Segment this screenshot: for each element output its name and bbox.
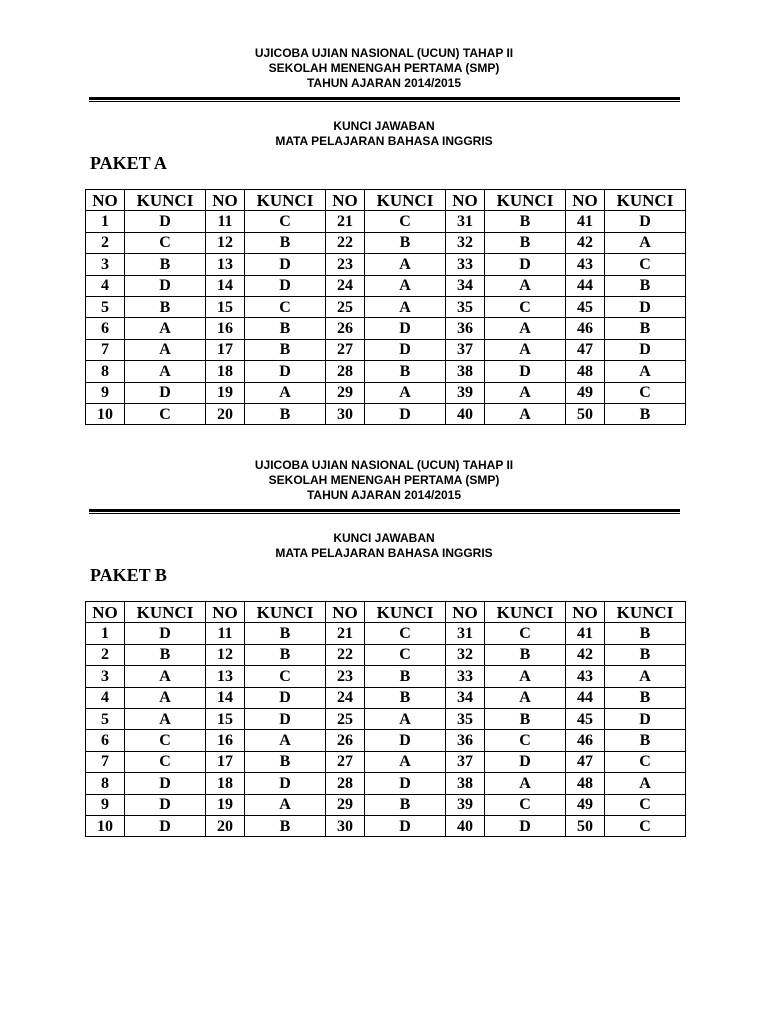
table-row	[86, 318, 686, 339]
answer-key-cell: A	[485, 687, 566, 708]
answer-key-cell: C	[365, 623, 446, 644]
answer-rows	[86, 623, 686, 837]
answer-key-cell: A	[485, 339, 566, 360]
answer-key-cell: B	[365, 232, 446, 253]
question-number-cell: 15	[206, 296, 245, 317]
answer-key-cell: D	[365, 339, 446, 360]
table-row	[86, 730, 686, 751]
question-number-cell: 18	[206, 773, 245, 794]
answer-key-cell: A	[125, 339, 206, 360]
subject-label: MATA PELAJARAN BAHASA INGGRIS	[275, 546, 493, 560]
answer-key-cell: A	[485, 403, 566, 424]
answer-key-cell: C	[245, 296, 326, 317]
col-no-header: NO	[446, 190, 485, 211]
table-row	[86, 687, 686, 708]
answer-key-cell: B	[365, 794, 446, 815]
table-header-row	[86, 602, 686, 623]
header-title-line: UJICOBA UJIAN NASIONAL (UCUN) TAHAP II	[254, 46, 514, 60]
question-number-cell: 32	[446, 644, 485, 665]
answer-key-cell: D	[245, 275, 326, 296]
answer-key-cell: B	[605, 403, 686, 424]
answer-key-cell: D	[125, 211, 206, 232]
answer-key-cell: B	[245, 623, 326, 644]
question-number-cell: 4	[86, 275, 125, 296]
answer-key-cell: C	[245, 211, 326, 232]
question-number-cell: 4	[86, 687, 125, 708]
kunci-jawaban-label: KUNCI JAWABAN	[333, 531, 435, 545]
question-number-cell: 35	[446, 708, 485, 729]
answer-key-cell: D	[125, 623, 206, 644]
question-number-cell: 33	[446, 666, 485, 687]
table-row	[86, 275, 686, 296]
question-number-cell: 26	[326, 318, 365, 339]
answer-key-heading-b	[0, 531, 768, 561]
question-number-cell: 31	[446, 211, 485, 232]
question-number-cell: 23	[326, 666, 365, 687]
question-number-cell: 10	[86, 403, 125, 424]
question-number-cell: 7	[86, 751, 125, 772]
col-kunci-header: KUNCI	[485, 190, 566, 211]
answer-key-cell: A	[125, 687, 206, 708]
answer-key-cell: C	[125, 730, 206, 751]
answer-key-cell: B	[605, 644, 686, 665]
answer-key-cell: A	[485, 773, 566, 794]
kunci-jawaban-label: KUNCI JAWABAN	[333, 119, 435, 133]
question-number-cell: 42	[566, 644, 605, 665]
answer-key-cell: C	[245, 666, 326, 687]
question-number-cell: 1	[86, 623, 125, 644]
answer-key-cell: B	[125, 644, 206, 665]
answer-key-cell: C	[485, 296, 566, 317]
question-number-cell: 5	[86, 296, 125, 317]
answer-key-cell: D	[125, 382, 206, 403]
col-kunci-header: KUNCI	[605, 190, 686, 211]
question-number-cell: 27	[326, 339, 365, 360]
answer-key-cell: D	[485, 751, 566, 772]
header-divider-b	[89, 509, 680, 514]
answer-key-cell: D	[365, 403, 446, 424]
question-number-cell: 29	[326, 794, 365, 815]
question-number-cell: 44	[566, 275, 605, 296]
answer-rows	[86, 211, 686, 425]
question-number-cell: 19	[206, 382, 245, 403]
question-number-cell: 46	[566, 318, 605, 339]
paket-b-title: PAKET B	[90, 565, 167, 585]
answer-key-cell: B	[365, 687, 446, 708]
header-school-line: SEKOLAH MENENGAH PERTAMA (SMP)	[268, 473, 500, 487]
answer-key-cell: D	[125, 794, 206, 815]
question-number-cell: 26	[326, 730, 365, 751]
col-kunci-header: KUNCI	[125, 602, 206, 623]
answer-key-cell: D	[245, 687, 326, 708]
answer-key-cell: A	[485, 382, 566, 403]
question-number-cell: 6	[86, 730, 125, 751]
question-number-cell: 28	[326, 361, 365, 382]
question-number-cell: 20	[206, 815, 245, 836]
answer-key-cell: A	[365, 296, 446, 317]
table-row	[86, 644, 686, 665]
doc-header-b	[0, 458, 768, 503]
answer-key-cell: C	[605, 254, 686, 275]
answer-key-cell: C	[605, 382, 686, 403]
answer-key-cell: C	[365, 211, 446, 232]
question-number-cell: 36	[446, 730, 485, 751]
table-row	[86, 403, 686, 424]
question-number-cell: 2	[86, 232, 125, 253]
answer-key-cell: A	[125, 708, 206, 729]
answer-key-cell: C	[485, 623, 566, 644]
answer-key-cell: A	[605, 773, 686, 794]
col-no-header: NO	[566, 190, 605, 211]
answer-key-cell: B	[245, 318, 326, 339]
question-number-cell: 17	[206, 751, 245, 772]
answer-key-cell: D	[365, 730, 446, 751]
question-number-cell: 1	[86, 211, 125, 232]
answer-key-cell: B	[245, 644, 326, 665]
question-number-cell: 49	[566, 794, 605, 815]
col-kunci-header: KUNCI	[365, 602, 446, 623]
question-number-cell: 18	[206, 361, 245, 382]
subject-label: MATA PELAJARAN BAHASA INGGRIS	[275, 134, 493, 148]
question-number-cell: 42	[566, 232, 605, 253]
header-school-line: SEKOLAH MENENGAH PERTAMA (SMP)	[268, 61, 500, 75]
question-number-cell: 34	[446, 275, 485, 296]
answer-key-cell: B	[245, 232, 326, 253]
answer-key-cell: B	[485, 644, 566, 665]
table-row	[86, 794, 686, 815]
answer-key-cell: D	[245, 708, 326, 729]
question-number-cell: 27	[326, 751, 365, 772]
header-title-line: UJICOBA UJIAN NASIONAL (UCUN) TAHAP II	[254, 458, 514, 472]
question-number-cell: 46	[566, 730, 605, 751]
question-number-cell: 23	[326, 254, 365, 275]
question-number-cell: 21	[326, 211, 365, 232]
answer-key-cell: A	[365, 275, 446, 296]
question-number-cell: 30	[326, 403, 365, 424]
col-kunci-header: KUNCI	[245, 602, 326, 623]
doc-header-a	[0, 46, 768, 91]
answer-key-cell: C	[125, 751, 206, 772]
table-row	[86, 211, 686, 232]
answer-key-cell: A	[605, 666, 686, 687]
answer-key-cell: D	[125, 773, 206, 794]
answer-key-cell: A	[365, 254, 446, 275]
answer-key-cell: D	[605, 708, 686, 729]
answer-key-cell: B	[365, 666, 446, 687]
col-kunci-header: KUNCI	[365, 190, 446, 211]
question-number-cell: 5	[86, 708, 125, 729]
question-number-cell: 3	[86, 666, 125, 687]
question-number-cell: 50	[566, 815, 605, 836]
table-row	[86, 751, 686, 772]
table-row	[86, 361, 686, 382]
answer-key-cell: B	[245, 403, 326, 424]
answer-key-cell: B	[245, 815, 326, 836]
question-number-cell: 22	[326, 644, 365, 665]
col-no-header: NO	[566, 602, 605, 623]
question-number-cell: 39	[446, 382, 485, 403]
answer-table-paket-a	[85, 189, 686, 425]
question-number-cell: 11	[206, 211, 245, 232]
answer-key-cell: B	[605, 275, 686, 296]
question-number-cell: 3	[86, 254, 125, 275]
answer-key-cell: A	[245, 382, 326, 403]
answer-key-cell: B	[605, 623, 686, 644]
question-number-cell: 9	[86, 794, 125, 815]
col-no-header: NO	[206, 190, 245, 211]
question-number-cell: 39	[446, 794, 485, 815]
header-divider-a	[89, 97, 680, 102]
answer-key-cell: C	[485, 794, 566, 815]
question-number-cell: 49	[566, 382, 605, 403]
answer-key-cell: D	[245, 254, 326, 275]
question-number-cell: 41	[566, 623, 605, 644]
table-row	[86, 708, 686, 729]
question-number-cell: 9	[86, 382, 125, 403]
question-number-cell: 13	[206, 666, 245, 687]
answer-key-cell: A	[245, 730, 326, 751]
answer-key-cell: A	[485, 275, 566, 296]
answer-key-cell: B	[125, 254, 206, 275]
answer-key-cell: B	[485, 211, 566, 232]
question-number-cell: 24	[326, 275, 365, 296]
answer-key-cell: B	[485, 232, 566, 253]
col-no-header: NO	[446, 602, 485, 623]
answer-key-cell: A	[485, 318, 566, 339]
answer-key-cell: D	[365, 773, 446, 794]
question-number-cell: 41	[566, 211, 605, 232]
col-kunci-header: KUNCI	[605, 602, 686, 623]
answer-key-cell: A	[245, 794, 326, 815]
question-number-cell: 28	[326, 773, 365, 794]
question-number-cell: 7	[86, 339, 125, 360]
question-number-cell: 20	[206, 403, 245, 424]
table-row	[86, 232, 686, 253]
question-number-cell: 37	[446, 751, 485, 772]
question-number-cell: 16	[206, 730, 245, 751]
answer-key-cell: D	[605, 339, 686, 360]
question-number-cell: 12	[206, 644, 245, 665]
answer-key-cell: C	[365, 644, 446, 665]
question-number-cell: 17	[206, 339, 245, 360]
answer-key-cell: D	[245, 361, 326, 382]
question-number-cell: 19	[206, 794, 245, 815]
answer-key-cell: D	[365, 318, 446, 339]
answer-key-cell: C	[125, 232, 206, 253]
question-number-cell: 47	[566, 339, 605, 360]
answer-key-cell: C	[605, 751, 686, 772]
answer-key-cell: D	[365, 815, 446, 836]
question-number-cell: 32	[446, 232, 485, 253]
table-row	[86, 815, 686, 836]
question-number-cell: 33	[446, 254, 485, 275]
answer-key-cell: B	[245, 751, 326, 772]
question-number-cell: 44	[566, 687, 605, 708]
answer-table-paket-b	[85, 601, 686, 837]
header-year-line: TAHUN AJARAN 2014/2015	[306, 76, 462, 90]
answer-key-cell: B	[605, 730, 686, 751]
answer-key-cell: D	[605, 296, 686, 317]
question-number-cell: 40	[446, 815, 485, 836]
answer-key-cell: A	[365, 751, 446, 772]
answer-key-cell: B	[365, 361, 446, 382]
answer-key-cell: A	[605, 361, 686, 382]
question-number-cell: 29	[326, 382, 365, 403]
answer-key-cell: D	[485, 254, 566, 275]
question-number-cell: 48	[566, 773, 605, 794]
answer-key-cell: B	[605, 318, 686, 339]
question-number-cell: 8	[86, 361, 125, 382]
col-kunci-header: KUNCI	[245, 190, 326, 211]
paket-a-title: PAKET A	[90, 153, 167, 173]
answer-key-cell: D	[485, 361, 566, 382]
col-no-header: NO	[206, 602, 245, 623]
question-number-cell: 45	[566, 296, 605, 317]
question-number-cell: 31	[446, 623, 485, 644]
answer-key-cell: D	[245, 773, 326, 794]
col-no-header: NO	[326, 602, 365, 623]
question-number-cell: 37	[446, 339, 485, 360]
question-number-cell: 35	[446, 296, 485, 317]
question-number-cell: 14	[206, 687, 245, 708]
question-number-cell: 45	[566, 708, 605, 729]
question-number-cell: 43	[566, 254, 605, 275]
question-number-cell: 38	[446, 361, 485, 382]
question-number-cell: 25	[326, 708, 365, 729]
col-no-header: NO	[86, 602, 125, 623]
answer-key-cell: A	[365, 708, 446, 729]
question-number-cell: 48	[566, 361, 605, 382]
table-row	[86, 666, 686, 687]
col-no-header: NO	[86, 190, 125, 211]
table-row	[86, 254, 686, 275]
question-number-cell: 12	[206, 232, 245, 253]
table-header-row	[86, 190, 686, 211]
question-number-cell: 21	[326, 623, 365, 644]
question-number-cell: 34	[446, 687, 485, 708]
answer-key-cell: A	[125, 361, 206, 382]
table-row	[86, 296, 686, 317]
answer-key-cell: C	[485, 730, 566, 751]
col-kunci-header: KUNCI	[485, 602, 566, 623]
question-number-cell: 13	[206, 254, 245, 275]
answer-key-cell: D	[605, 211, 686, 232]
question-number-cell: 16	[206, 318, 245, 339]
question-number-cell: 43	[566, 666, 605, 687]
question-number-cell: 36	[446, 318, 485, 339]
question-number-cell: 8	[86, 773, 125, 794]
question-number-cell: 40	[446, 403, 485, 424]
answer-key-cell: A	[365, 382, 446, 403]
answer-key-cell: A	[605, 232, 686, 253]
answer-key-cell: C	[125, 403, 206, 424]
col-no-header: NO	[326, 190, 365, 211]
table-row	[86, 623, 686, 644]
question-number-cell: 47	[566, 751, 605, 772]
col-kunci-header: KUNCI	[125, 190, 206, 211]
answer-key-heading-a	[0, 119, 768, 149]
answer-key-cell: C	[605, 815, 686, 836]
question-number-cell: 14	[206, 275, 245, 296]
question-number-cell: 38	[446, 773, 485, 794]
question-number-cell: 24	[326, 687, 365, 708]
answer-key-cell: B	[245, 339, 326, 360]
answer-key-cell: C	[605, 794, 686, 815]
question-number-cell: 10	[86, 815, 125, 836]
table-row	[86, 773, 686, 794]
answer-key-cell: D	[485, 815, 566, 836]
answer-key-cell: A	[485, 666, 566, 687]
table-row	[86, 382, 686, 403]
question-number-cell: 2	[86, 644, 125, 665]
question-number-cell: 22	[326, 232, 365, 253]
question-number-cell: 30	[326, 815, 365, 836]
question-number-cell: 25	[326, 296, 365, 317]
table-row	[86, 339, 686, 360]
header-year-line: TAHUN AJARAN 2014/2015	[306, 488, 462, 502]
answer-key-cell: D	[125, 815, 206, 836]
question-number-cell: 11	[206, 623, 245, 644]
question-number-cell: 15	[206, 708, 245, 729]
answer-key-cell: A	[125, 666, 206, 687]
question-number-cell: 50	[566, 403, 605, 424]
question-number-cell: 6	[86, 318, 125, 339]
answer-key-cell: B	[485, 708, 566, 729]
answer-key-cell: D	[125, 275, 206, 296]
answer-key-cell: B	[605, 687, 686, 708]
answer-key-cell: B	[125, 296, 206, 317]
answer-key-cell: A	[125, 318, 206, 339]
